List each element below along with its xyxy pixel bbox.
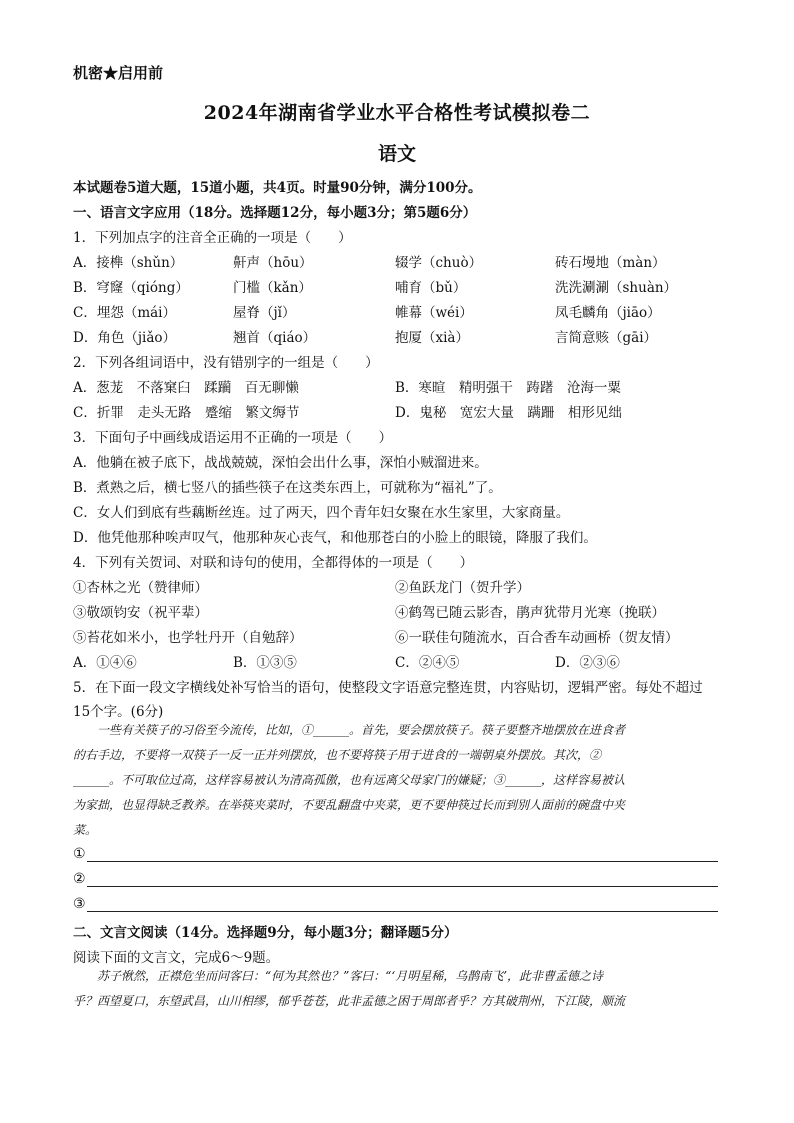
answer-marker: ① — [73, 846, 86, 862]
item-cell: ②鱼跃龙门（贺升学） — [395, 580, 530, 596]
question-3-stem: 3．下面句子中画线成语运用不正确的一项是（ ） — [73, 430, 393, 446]
question-5-passage-line: 菜。 — [73, 823, 98, 837]
option-cell: 言简意赅（gāi） — [555, 330, 658, 346]
subject-title: 语文 — [377, 143, 416, 165]
question-5-stem-cont: 15个字。(6分) — [73, 704, 164, 720]
option-cell: 洗洗涮涮（shuàn） — [555, 280, 678, 296]
section-2-heading: 二、文言文阅读（14分。选择题9分，每小题3分；翻译题5分） — [73, 925, 458, 941]
option-cell: C．折罪 走头无路 蹙缩 繁文缛节 — [73, 405, 300, 421]
section-1-heading: 一、语言文字应用（18分。选择题12分，每小题3分；第5题6分） — [73, 205, 477, 221]
question-5-stem: 5．在下面一段文字横线处补写恰当的语句，使整段文字语意完整连贯，内容贴切，逻辑严密。每处不超过 — [73, 680, 703, 696]
answer-rule — [87, 861, 718, 862]
option-cell: 帷幕（wéi） — [395, 305, 473, 321]
choice-cell: A．①④⑥ — [73, 655, 137, 671]
question-1-stem: 1．下列加点字的注音全正确的一项是（ ） — [73, 230, 352, 246]
option-cell: A．葱茏 不落窠臼 蹂躏 百无聊懒 — [73, 380, 299, 396]
option-cell: 砖石墁地（màn） — [555, 255, 666, 271]
option-cell: D．角色（jiǎo） — [73, 330, 177, 346]
question-5-passage-line: ______。不可取位过高，这样容易被认为清高孤傲，也有远离父母家门的嫌疑；③______，这样容易被认 — [73, 773, 626, 787]
classical-passage-line: 苏子愀然，正襟危坐而问客曰：“何为其然也？”客曰：“‘月明星稀，乌鹊南飞’，此非曹孟德之诗 — [97, 969, 604, 983]
answer-marker: ③ — [73, 896, 86, 912]
option-cell: 门槛（kǎn） — [233, 280, 312, 296]
option-cell: B．寒暄 精明强干 踌躇 沧海一粟 — [395, 380, 621, 396]
answer-marker: ② — [73, 871, 86, 887]
question-5-passage-line: 一些有关筷子的习俗至今流传，比如，①______。首先，要会摆放筷子。筷子要整齐地摆放在进食者 — [97, 723, 626, 737]
section-2-instruction: 阅读下面的文言文，完成6～9题。 — [73, 950, 280, 966]
option-cell: 屋脊（jǐ） — [233, 305, 296, 321]
choice-cell: B．①③⑤ — [233, 655, 297, 671]
answer-line-2[interactable] — [73, 871, 718, 887]
choice-cell: C．②④⑤ — [395, 655, 460, 671]
exam-title: 2024年湖南省学业水平合格性考试模拟卷二 — [203, 102, 591, 124]
answer-line-1[interactable] — [73, 846, 718, 862]
question-3-option-d: D．他凭他那种唉声叹气，他那种灰心丧气，和他那苍白的小脸上的眼镜，降服了我们。 — [73, 530, 597, 546]
question-3-option-c: C．女人们到底有些藕断丝连。过了两天，四个青年妇女聚在水生家里，大家商量。 — [73, 505, 570, 521]
answer-rule — [87, 886, 718, 887]
confidential-label: 机密★启用前 — [73, 64, 164, 82]
item-cell: ⑥一联佳句随流水，百合香车动画桥（贺友情） — [395, 630, 679, 646]
option-cell: 凤毛麟角（jiāo） — [555, 305, 661, 321]
option-cell: 翘首（qiáo） — [233, 330, 317, 346]
option-cell: D．鬼秘 宽宏大量 蹒跚 相形见绌 — [395, 405, 622, 421]
option-cell: 鼾声（hōu） — [233, 255, 313, 271]
question-4-stem: 4．下列有关贺词、对联和诗句的使用，全都得体的一项是（ ） — [73, 555, 474, 571]
option-cell: 哺育（bǔ） — [395, 280, 467, 296]
exam-intro: 本试题卷5道大题，15道小题，共4页。时量90分钟，满分100分。 — [73, 180, 482, 196]
answer-line-3[interactable] — [73, 896, 718, 912]
item-cell: ③敬颂钧安（祝平辈） — [73, 605, 208, 621]
option-cell: 辍学（chuò） — [395, 255, 483, 271]
question-2-stem: 2．下列各组词语中，没有错别字的一组是（ ） — [73, 355, 379, 371]
option-cell: C．埋怨（mái） — [73, 305, 176, 321]
option-cell: B．穹窿（qióng） — [73, 280, 189, 296]
option-cell: A．接榫（shǔn） — [73, 255, 184, 271]
answer-rule — [87, 911, 718, 912]
item-cell: ①杏林之光（赞律师） — [73, 580, 208, 596]
classical-passage-line: 乎？西望夏口，东望武昌，山川相缪，郁乎苍苍，此非孟德之困于周郎者乎？方其破荆州，下江陵，顺流 — [73, 994, 626, 1008]
option-cell: 抱厦（xià） — [395, 330, 469, 346]
question-5-passage-line: 为家拙，也显得缺乏教养。在举筷夹菜时，不要乱翻盘中夹菜，更不要伸筷过长而到别人面前的碗盘中夹 — [73, 798, 626, 812]
choice-cell: D．②③⑥ — [555, 655, 620, 671]
item-cell: ⑤苔花如米小，也学牡丹开（自勉辞） — [73, 630, 303, 646]
question-3-option-b: B．煮熟之后，横七竖八的插些筷子在这类东西上，可就称为“福礼”了。 — [73, 480, 502, 496]
question-5-passage-line: 的右手边，不要将一双筷子一反一正并列摆放，也不要将筷子用于进食的一端朝桌外摆放。其次，② — [73, 748, 602, 762]
question-3-option-a: A．他躺在被子底下，战战兢兢，深怕会出什么事，深怕小贼溜进来。 — [73, 455, 488, 471]
item-cell: ④鹤驾已随云影杳，鹃声犹带月光寒（挽联） — [395, 605, 665, 621]
